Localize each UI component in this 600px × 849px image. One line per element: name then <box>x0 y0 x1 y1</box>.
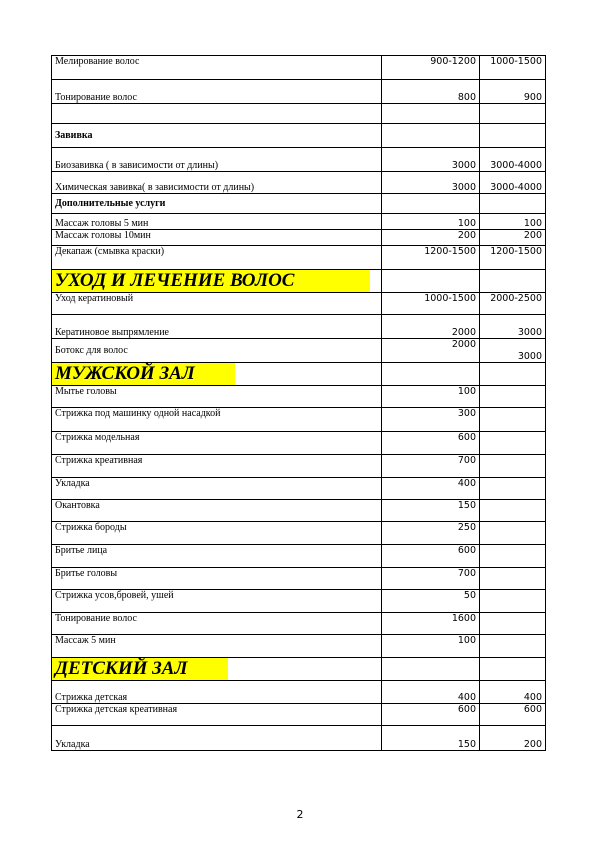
price-cell-a: 600 <box>382 432 480 455</box>
table-row <box>52 246 546 270</box>
table-row <box>52 500 546 522</box>
price-cell-b: 200 <box>480 230 546 246</box>
page-number: 2 <box>296 808 304 821</box>
table-row <box>52 339 546 363</box>
price-cell-a: 150 <box>382 500 480 522</box>
price-cell-b <box>480 478 546 500</box>
table-row <box>52 455 546 478</box>
price-cell-a: 1000-1500 <box>382 293 480 315</box>
price-cell-a: 300 <box>382 408 480 432</box>
service-name: Окантовка <box>52 500 382 522</box>
price-cell-b <box>480 613 546 635</box>
price-cell-a: 1600 <box>382 613 480 635</box>
table-row <box>52 230 546 246</box>
price-cell-b: 900 <box>480 80 546 104</box>
table-row <box>52 124 546 148</box>
price-cell-a <box>382 124 480 148</box>
section-title: УХОД И ЛЕЧЕНИЕ ВОЛОС <box>52 270 370 292</box>
section-title-cell <box>52 363 382 386</box>
section-title-cell <box>52 270 382 293</box>
price-cell-a: 3000 <box>382 172 480 194</box>
service-name: Декапаж (смывка краски) <box>52 246 382 270</box>
blank-row <box>52 104 546 124</box>
price-cell-b <box>480 386 546 408</box>
price-cell-a: 800 <box>382 80 480 104</box>
table-row <box>52 478 546 500</box>
service-name: Кератиновое выпрямление <box>52 315 382 339</box>
price-cell-b <box>480 194 546 214</box>
price-cell-a: 900-1200 <box>382 56 480 80</box>
price-cell-b: 3000 <box>480 315 546 339</box>
price-cell-a: 700 <box>382 568 480 590</box>
price-cell-a: 2000 <box>382 339 480 363</box>
price-cell-b <box>480 545 546 568</box>
table-row <box>52 545 546 568</box>
table-row <box>52 568 546 590</box>
price-cell-b: 3000-4000 <box>480 172 546 194</box>
service-name: Бритье головы <box>52 568 382 590</box>
section-title-cell <box>52 658 382 681</box>
price-cell-b <box>480 658 546 681</box>
price-cell-a: 400 <box>382 478 480 500</box>
price-cell-a: 100 <box>382 635 480 658</box>
price-cell-a <box>382 104 480 124</box>
table-row <box>52 386 546 408</box>
price-cell-b <box>480 522 546 545</box>
table-row <box>52 726 546 751</box>
table-row <box>52 315 546 339</box>
price-cell-b: 3000-4000 <box>480 148 546 172</box>
price-cell-a: 3000 <box>382 148 480 172</box>
table-row <box>52 613 546 635</box>
price-cell-a: 100 <box>382 214 480 230</box>
table-row <box>52 80 546 104</box>
price-cell-a: 600 <box>382 545 480 568</box>
price-cell-b: 1200-1500 <box>480 246 546 270</box>
price-cell-a: 150 <box>382 726 480 751</box>
table-row <box>52 148 546 172</box>
section-title: МУЖСКОЙ ЗАЛ <box>52 363 235 385</box>
price-cell-b <box>480 124 546 148</box>
price-cell-b <box>480 270 546 293</box>
price-cell-a: 400 <box>382 681 480 704</box>
service-name: Стрижка детская <box>52 681 382 704</box>
price-cell-a <box>382 363 480 386</box>
service-name: Укладка <box>52 726 382 751</box>
price-cell-a: 1200-1500 <box>382 246 480 270</box>
service-name: Массаж 5 мин <box>52 635 382 658</box>
price-cell-b <box>480 635 546 658</box>
price-cell-a: 600 <box>382 704 480 726</box>
price-cell-a <box>382 270 480 293</box>
table-row <box>52 214 546 230</box>
price-cell-a: 250 <box>382 522 480 545</box>
price-cell-a <box>382 194 480 214</box>
price-cell-b <box>480 455 546 478</box>
price-cell-a: 100 <box>382 386 480 408</box>
table-row <box>52 172 546 194</box>
table-row <box>52 293 546 315</box>
table-row <box>52 56 546 80</box>
section-title: ДЕТСКИЙ ЗАЛ <box>52 658 228 680</box>
service-name: Стрижка бороды <box>52 522 382 545</box>
price-cell-a: 200 <box>382 230 480 246</box>
price-cell-b: 200 <box>480 726 546 751</box>
service-name: Стрижка модельная <box>52 432 382 455</box>
service-name: Бритье лица <box>52 545 382 568</box>
service-name: Тонирование волос <box>52 80 382 104</box>
price-cell-b: 100 <box>480 214 546 230</box>
service-name: Стрижка креативная <box>52 455 382 478</box>
service-name: Мелирование волос <box>52 56 382 80</box>
price-cell-b <box>480 104 546 124</box>
table-row <box>52 408 546 432</box>
price-cell-b <box>480 568 546 590</box>
price-cell-a: 700 <box>382 455 480 478</box>
price-table <box>51 55 546 751</box>
price-cell-b <box>480 432 546 455</box>
section-row <box>52 270 546 293</box>
service-name: Завивка <box>52 124 382 148</box>
price-cell-b <box>480 500 546 522</box>
service-name: Стрижка усов,бровей, ушей <box>52 590 382 613</box>
section-row <box>52 363 546 386</box>
table-row <box>52 681 546 704</box>
table-row <box>52 194 546 214</box>
service-name: Биозавивка ( в зависимости от длины) <box>52 148 382 172</box>
table-row <box>52 522 546 545</box>
service-name: Ботокс для волос <box>52 339 382 363</box>
price-cell-b: 2000-2500 <box>480 293 546 315</box>
price-cell-a: 2000 <box>382 315 480 339</box>
service-name: Дополнительные услуги <box>52 194 382 214</box>
section-row <box>52 658 546 681</box>
price-cell-b: 3000 <box>480 339 546 363</box>
service-name: Уход кератиновый <box>52 293 382 315</box>
service-name: Мытье головы <box>52 386 382 408</box>
price-cell-b <box>480 590 546 613</box>
service-name: Укладка <box>52 478 382 500</box>
service-name: Стрижка под машинку одной насадкой <box>52 408 382 432</box>
price-cell-b: 400 <box>480 681 546 704</box>
table-row <box>52 590 546 613</box>
price-cell-b <box>480 363 546 386</box>
service-name: Массаж головы 10мин <box>52 230 382 246</box>
price-cell-a <box>382 658 480 681</box>
price-cell-b <box>480 408 546 432</box>
price-cell-b: 600 <box>480 704 546 726</box>
price-cell-a: 50 <box>382 590 480 613</box>
table-row <box>52 635 546 658</box>
service-name: Массаж головы 5 мин <box>52 214 382 230</box>
table-row <box>52 704 546 726</box>
service-name: Тонирование волос <box>52 613 382 635</box>
service-name: Химическая завивка( в зависимости от длины) <box>52 172 382 194</box>
service-name: Стрижка детская креативная <box>52 704 382 726</box>
table-row <box>52 432 546 455</box>
price-cell-b: 1000-1500 <box>480 56 546 80</box>
name-cell <box>52 104 382 124</box>
